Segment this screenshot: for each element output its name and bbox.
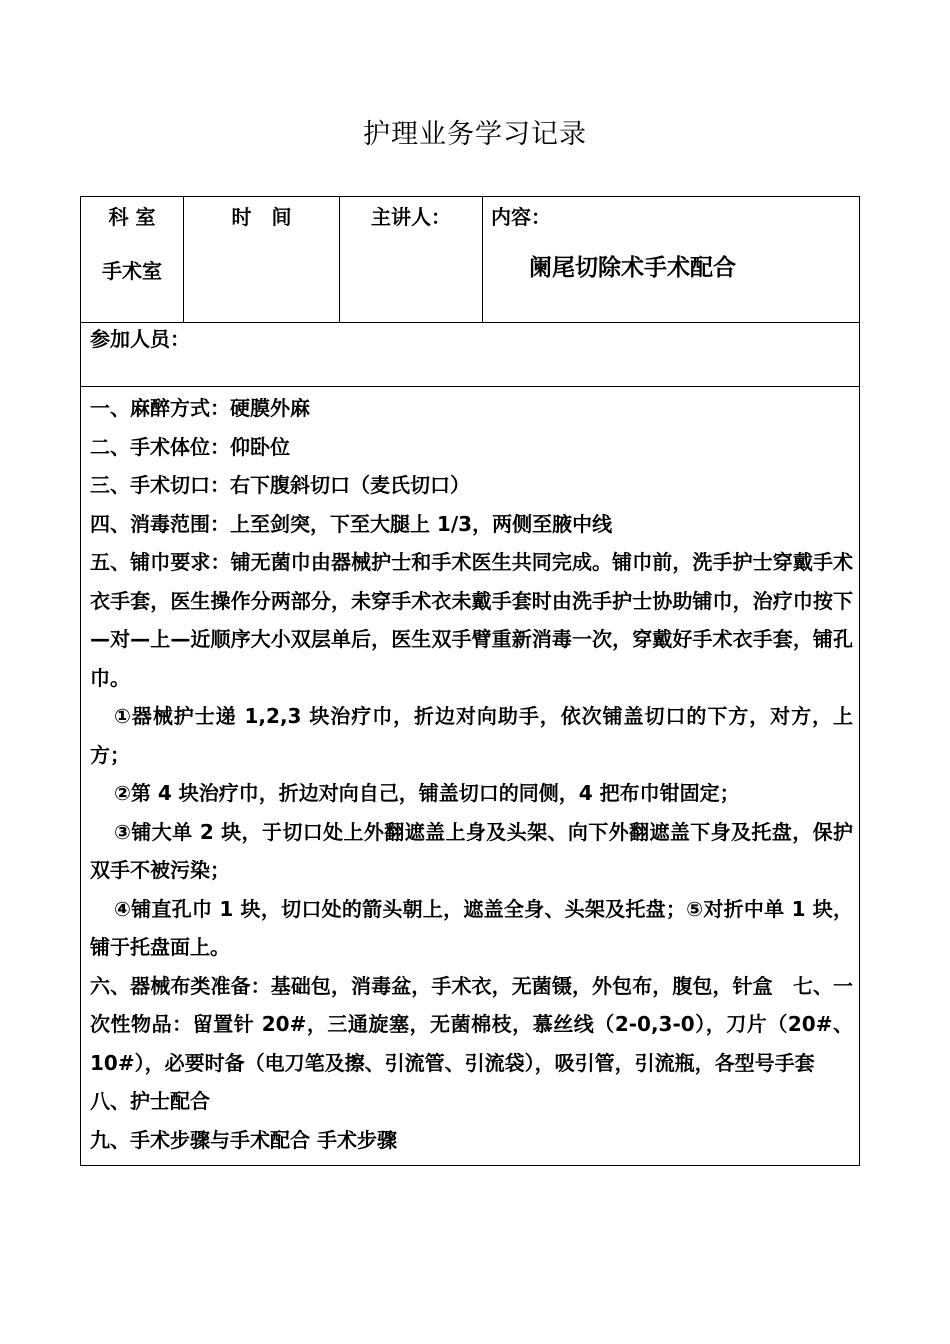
body-cell	[81, 387, 873, 1166]
content-cell	[483, 197, 860, 323]
time-label: 时 间	[231, 205, 292, 229]
incision-line: 三、手术切口：右下腹斜切口（麦氏切口）	[90, 473, 470, 497]
attendees-cell	[81, 323, 860, 387]
time-cell	[184, 197, 340, 323]
draping-paragraph: 五、铺巾要求：铺无菌巾由器械护士和手术医生共同完成。铺巾前，洗手护士穿戴手术 衣手套，医生操作分两部分，未穿手术衣未戴手套时由洗手护士协助铺巾，治疗巾按下—对—上—近顺序大小双层单后，医生双手臂重新消毒一次，穿戴好手术衣手套，铺孔巾。	[90, 550, 873, 690]
nurse-line: 八、护士配合	[90, 1089, 210, 1113]
body-row	[81, 387, 860, 1166]
record-table	[80, 196, 873, 1166]
attendees-row	[81, 323, 860, 387]
anesthesia-line: 一、麻醉方式：硬膜外麻	[90, 396, 310, 420]
header-row	[81, 197, 860, 323]
content-label: 内容：	[491, 205, 551, 229]
dept-label: 科 室	[108, 205, 156, 229]
draping-step-3: ③铺大单 2 块，于切口处上外翻遮盖上身及头架、向下外翻遮盖下身及托盘，保护双手不被污染；	[90, 819, 853, 882]
supplies-paragraph: 六、器械布类准备：基础包，消毒盆，手术衣，无菌镊，外包布，腹包，针盒 七、一次性物品：留置针 20#，三通旋塞，无菌棉枝，慕丝线（2-0,3-0），刀片（20#、10#），必要时备（电刀笔及擦、引流管、引流袋），吸引管，引流瓶，各型号手套	[90, 973, 853, 1075]
disinfection-line: 四、消毒范围：上至剑突，下至大腿上 1/3，两侧至腋中线	[90, 511, 613, 536]
dept-cell	[81, 197, 184, 323]
draping-step-4: ④铺直孔巾 1 块，切口处的箭头朝上，遮盖全身、头架及托盘；⑤对折中单 1 块，铺于托盘面上。	[90, 896, 853, 959]
draping-step-1: ①器械护士递 1,2,3 块治疗巾，折边对向助手，依次铺盖切口的下方，对方，上方；	[90, 704, 853, 767]
draping-step-2: ②第 4 块治疗巾，折边对向自己，铺盖切口的同侧，4 把布巾钳固定；	[114, 781, 740, 805]
dept-value: 手术室	[102, 259, 162, 283]
speaker-label: 主讲人：	[371, 205, 451, 229]
content-value: 阑尾切除术手术配合	[529, 255, 736, 281]
page-title: 护理业务学习记录	[363, 119, 587, 150]
attendees-label: 参加人员：	[90, 327, 190, 351]
speaker-cell	[340, 197, 483, 323]
position-line: 二、手术体位：仰卧位	[90, 434, 290, 459]
steps-line: 九、手术步骤与手术配合 手术步骤	[90, 1127, 397, 1152]
